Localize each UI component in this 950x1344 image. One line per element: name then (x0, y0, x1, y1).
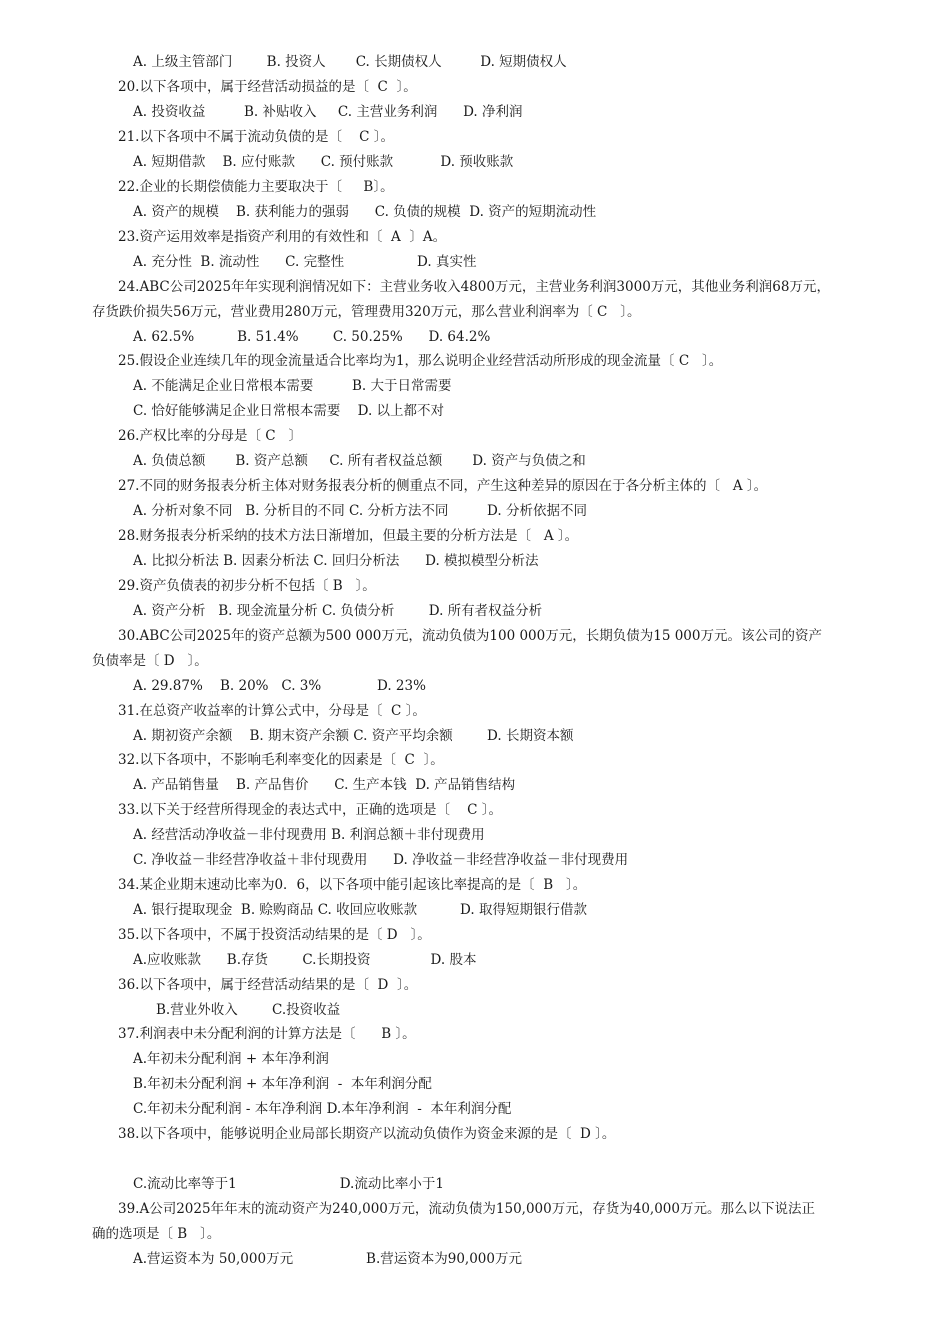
question-line: 24.ABC公司2025年年实现利润情况如下：主营业务收入4800万元，主营业务利润3000万元，其他业务利润68万元， (118, 279, 830, 295)
option-line: A. 充分性 B. 流动性 C. 完整性 D. 真实性 (133, 254, 477, 270)
option-line: A. 银行提取现金 B. 赊购商品 C. 收回应收账款 D. 取得短期银行借款 (133, 902, 587, 918)
option-line: A. 期初资产余额 B. 期末资产余额 C. 资产平均余额 D. 长期资本额 (133, 728, 574, 744)
option-line: A. 比拟分析法 B. 因素分析法 C. 回归分析法 D. 模拟模型分析法 (133, 553, 539, 569)
option-line: A. 29.87% B. 20% C. 3% D. 23% (133, 678, 426, 694)
option-line: A. 投资收益 B. 补贴收入 C. 主营业务利润 D. 净利润 (133, 104, 523, 120)
question-continuation: 确的选项是〔 B 〕。 (92, 1226, 221, 1242)
question-line: 22.企业的长期偿债能力主要取决于〔 B〕。 (118, 179, 394, 195)
option-line: A. 经营活动净收益－非付现费用 B. 利润总额＋非付现费用 (133, 827, 485, 843)
question-line: 34.某企业期末速动比率为0．6，以下各项中能引起该比率提高的是〔 B 〕。 (118, 877, 587, 893)
option-line: A. 负债总额 B. 资产总额 C. 所有者权益总额 D. 资产与负债之和 (133, 453, 586, 469)
question-line: 25.假设企业连续几年的现金流量适合比率均为1，那么说明企业经营活动所形成的现金流量〔 C 〕。 (118, 353, 723, 369)
option-line: C. 恰好能够满足企业日常根本需要 D. 以上都不对 (133, 403, 445, 419)
question-line: 28.财务报表分析采纳的技术方法日渐增加，但最主要的分析方法是〔 A 〕。 (118, 528, 579, 544)
option-line: A. 分析对象不同 B. 分析目的不同 C. 分析方法不同 D. 分析依据不同 (133, 503, 587, 519)
question-line: 38.以下各项中，能够说明企业局部长期资产以流动负债作为资金来源的是〔 D 〕。 (118, 1126, 616, 1142)
question-line: 27.不同的财务报表分析主体对财务报表分析的侧重点不同，产生这种差异的原因在于各分析主体的〔 A 〕。 (118, 478, 768, 494)
option-line: A. 资产分析 B. 现金流量分析 C. 负债分析 D. 所有者权益分析 (133, 603, 543, 619)
option-line: A.营运资本为 50,000万元 B.营运资本为90,000万元 (133, 1251, 522, 1267)
option-line: A. 上级主管部门 B. 投资人 C. 长期债权人 D. 短期债权人 (133, 54, 567, 70)
question-continuation: 负债率是〔 D 〕。 (92, 653, 208, 669)
question-line: 37.利润表中未分配利润的计算方法是〔 B 〕。 (118, 1026, 416, 1042)
question-line: 32.以下各项中，不影响毛利率变化的因素是〔 C 〕。 (118, 752, 444, 768)
question-line: 20.以下各项中，属于经营活动损益的是〔 C 〕。 (118, 79, 417, 95)
option-line: B.营业外收入 C.投资收益 (156, 1002, 341, 1018)
option-line: A. 不能满足企业日常根本需要 B. 大于日常需要 (133, 378, 452, 394)
question-line: 36.以下各项中，属于经营活动结果的是〔 D 〕。 (118, 977, 418, 993)
question-line: 21.以下各项中不属于流动负债的是〔 C 〕。 (118, 129, 395, 145)
option-line: B.年初未分配利润 + 本年净利润 - 本年利润分配 (133, 1076, 432, 1092)
option-line: C. 净收益－非经营净收益＋非付现费用 D. 净收益－非经营净收益－非付现费用 (133, 852, 629, 868)
option-line: C.流动比率等于1 D.流动比率小于1 (133, 1176, 444, 1192)
option-line: A. 产品销售量 B. 产品售价 C. 生产本钱 D. 产品销售结构 (133, 777, 516, 793)
question-continuation: 存货跌价损失56万元，营业费用280万元，管理费用320万元，那么营业利润率为〔 C 〕。 (92, 304, 641, 320)
question-line: 26.产权比率的分母是〔 C 〕 (118, 428, 302, 444)
option-line: A. 短期借款 B. 应付账款 C. 预付账款 D. 预收账款 (133, 154, 514, 170)
option-line: A. 62.5% B. 51.4% C. 50.25% D. 64.2% (133, 329, 491, 345)
option-line: A. 资产的规模 B. 获利能力的强弱 C. 负债的规模 D. 资产的短期流动性 (133, 204, 597, 220)
question-line: 31.在总资产收益率的计算公式中，分母是〔 C 〕。 (118, 703, 426, 719)
option-line: C.年初未分配利润 - 本年净利润 D.本年净利润 - 本年利润分配 (133, 1101, 512, 1117)
option-line: A.应收账款 B.存货 C.长期投资 D. 股本 (133, 952, 477, 968)
question-line: 39.A公司2025年年末的流动资产为240,000万元，流动负债为150,000万元，存货为40,000万元。那么以下说法正 (118, 1201, 815, 1217)
question-line: 33.以下关于经营所得现金的表达式中，正确的选项是〔 C 〕。 (118, 802, 503, 818)
question-line: 30.ABC公司2025年的资产总额为500 000万元，流动负债为100 000万元，长期负债为15 000万元。该公司的资产 (118, 628, 822, 644)
option-line: A.年初未分配利润 + 本年净利润 (133, 1051, 329, 1067)
question-line: 35.以下各项中，不属于投资活动结果的是〔 D 〕。 (118, 927, 431, 943)
question-line: 29.资产负债表的初步分析不包括〔 B 〕。 (118, 578, 376, 594)
question-line: 23.资产运用效率是指资产利用的有效性和〔 A 〕A。 (118, 229, 447, 245)
